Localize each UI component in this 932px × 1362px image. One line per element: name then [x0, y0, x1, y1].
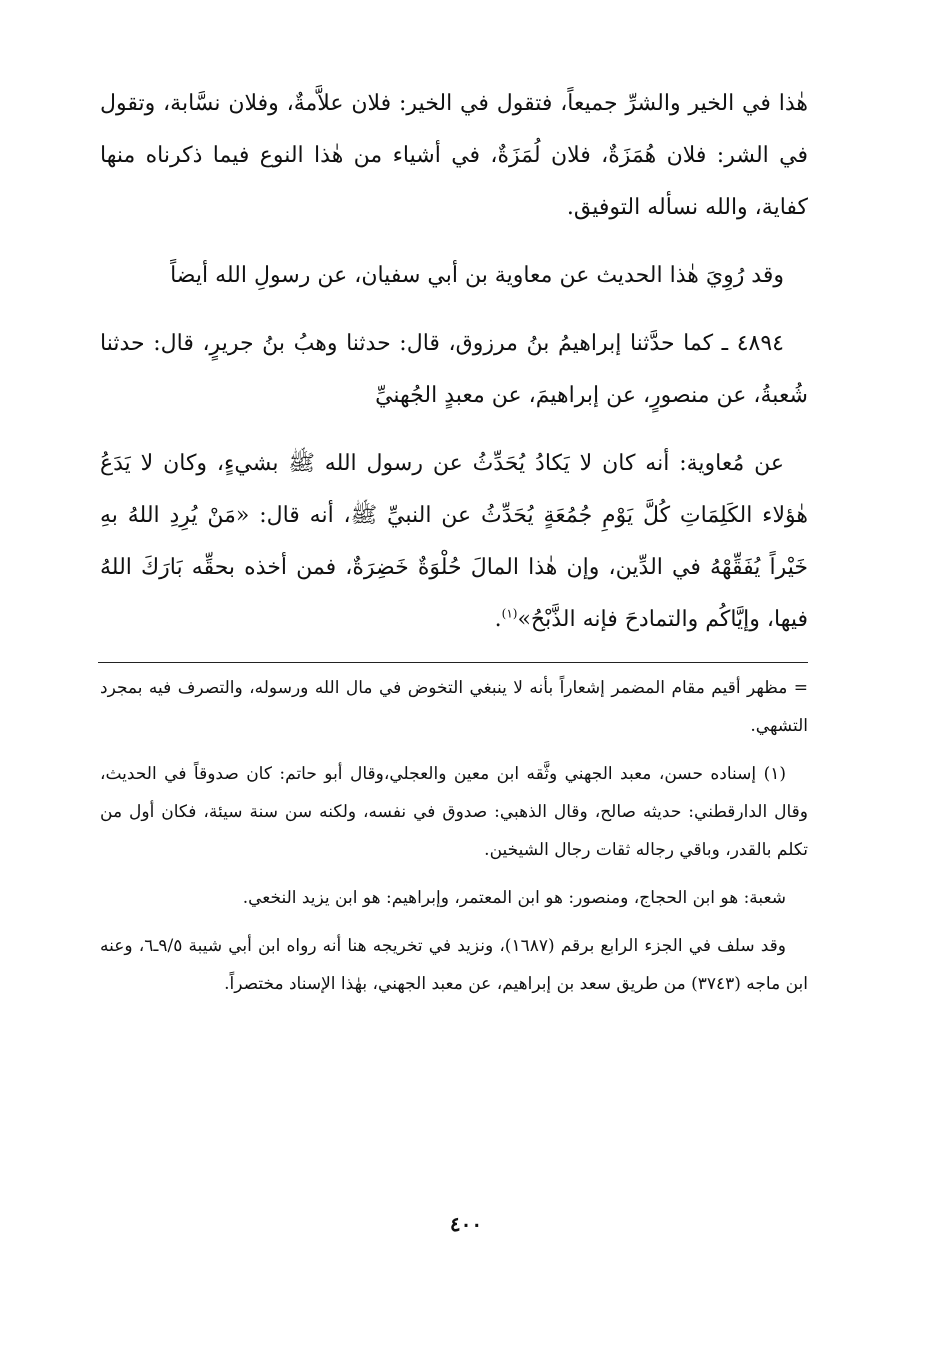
footnotes	[100, 669, 808, 1003]
hadith-end: .	[494, 607, 502, 632]
hadith-text: عن مُعاوية: أنه كان لا يَكادُ يُحَدِّثُ عن رسول الله ﷺ بشيءٍ، وكان لا يَدَعُ هٰؤلاء الكَلِمَاتِ كُلَّ يَوْمِ جُمُعَةٍ يُحَدِّثُ عن النبيِّ ﷺ، أنه قال: «مَنْ يُرِدِ اللهُ بهِ خَيْراً يُفَقِّهْهُ في الدِّين، وإن هٰذا المالَ حُلْوَةٌ خَضِرَةٌ، فمن أخذه بحقِّه بَارَكَ اللهُ فيها، وإيَّاكُم والتمادحَ فإنه الذَّبْحُ»	[100, 451, 808, 632]
paragraph-1: هٰذا في الخير والشرِّ جميعاً، فتقول في الخير: فلان علاَّمةٌ، وفلان نسَّابة، وتقول في الشر: فلان هُمَزَةٌ، فلان لُمَزَةٌ، في أشياء من هٰذا النوع فيما ذكرناه منها كفاية، والله نسأله التوفيق.	[100, 91, 808, 220]
main-text	[100, 78, 808, 646]
page-number: ٤٠٠	[449, 1212, 483, 1236]
hadith-matn	[100, 438, 808, 646]
footnote-takhrij: وقد سلف في الجزء الرابع برقم (١٦٨٧)، ونزيد في تخريجه هنا أنه رواه ابن أبي شيبة ٩/٥ـ٦، وعنه ابن ماجه (٣٧٤٣) من طريق سعد بن إبراهيم، عن معبد الجهني، بهٰذا الإسناد مختصراً.	[100, 936, 808, 994]
hadith-isnad: ٤٨٩٤ ـ كما حدَّثنا إبراهيمُ بنُ مرزوق، قال: حدثنا وهبُ بنُ جريرٍ، قال: حدثنا شُعبةُ، عن منصورٍ، عن إبراهيمَ، عن معبدٍ الجُهنيِّ	[100, 331, 808, 408]
footnote-continuation: = مظهر أقيم مقام المضمر إشعاراً بأنه لا ينبغي التخوض في مال الله ورسوله، والتصرف فيه بمجرد التشهي.	[100, 678, 808, 736]
footnote-marker[interactable]: (١)	[501, 606, 518, 621]
footnote-narrators: شعبة: هو ابن الحجاج، ومنصور: هو ابن المعتمر، وإبراهيم: هو ابن يزيد النخعي.	[242, 888, 786, 908]
page-content	[100, 78, 808, 1013]
footnote-separator	[98, 662, 808, 663]
footnote-1: (١) إسناده حسن، معبد الجهني وثَّقه ابن معين والعجلي،وقال أبو حاتم: كان صدوقاً في الحديث، وقال الدارقطني: حديثه صالح، وقال الذهبي: صدوق في نفسه، ولكنه سن سنة سيئة، فكان أول من تكلم بالقدر، وباقي رجاله ثقات رجال الشيخين.	[100, 764, 808, 860]
paragraph-2: وقد رُوِيَ هٰذا الحديث عن معاوية بن أبي سفيان، عن رسولِ الله أيضاً	[170, 263, 784, 288]
